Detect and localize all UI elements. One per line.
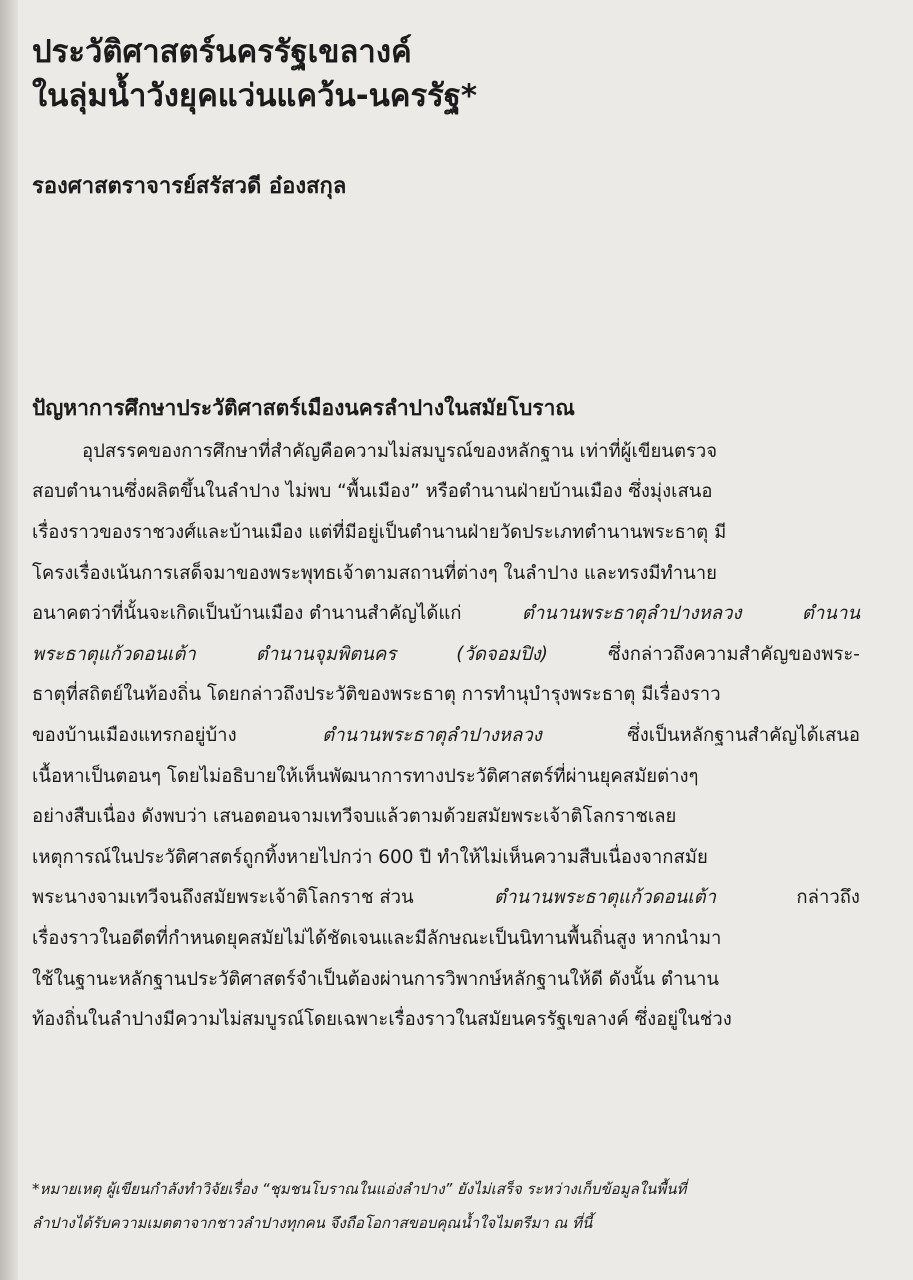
legend-title: ตำนานพระธาตุแก้วดอนเต้า	[494, 887, 716, 909]
body-line: อุปสรรคของการศึกษาที่สำคัญคือความไม่สมบูรณ์ของหลักฐาน เท่าที่ผู้เขียนตรวจ	[82, 440, 718, 462]
body-line	[32, 593, 860, 634]
title-line: ในลุ่มน้ำวังยุคแว่นแคว้น-นครรัฐ*	[32, 78, 478, 114]
body-line: เรื่องราวในอดีตที่กำหนดยุคสมัยไม่ได้ชัดเจนและมีลักษณะเป็นนิทานพื้นถิ่นสูง หากนำมา	[32, 927, 722, 949]
body-line: โครงเรื่องเน้นการเสด็จมาของพระพุทธเจ้าตามสถานที่ต่างๆ ในลำปาง และทรงมีทำนาย	[32, 562, 718, 584]
footnote-line: *หมายเหตุ ผู้เขียนกำลังทำวิจัยเรื่อง “ชุมชนโบราณในแอ่งลำปาง” ยังไม่เสร็จ ระหว่างเก็บข้อมูลในพื้นที่	[32, 1180, 687, 1198]
body-line: อย่างสืบเนื่อง ดังพบว่า เสนอตอนจามเทวีจบแล้วตามด้วยสมัยพระเจ้าติโลกราชเลย	[32, 806, 677, 828]
legend-title: ตำนานพระธาตุลำปางหลวง	[521, 603, 742, 625]
footnote	[32, 1172, 862, 1240]
body-line: เรื่องราวของราชวงศ์และบ้านเมือง แต่ที่มีอยู่เป็นตำนานฝ่ายวัดประเภทตำนานพระธาตุ มี	[32, 521, 727, 543]
body-segment: กล่าวถึง	[796, 887, 860, 909]
body-line: สอบตำนานซึ่งผลิตขึ้นในลำปาง ไม่พบ “พื้นเมือง” หรือตำนานฝ่ายบ้านเมือง ซึ่งมุ่งเสนอ	[32, 481, 713, 503]
body-segment: ของบ้านเมืองแทรกอยู่บ้าง	[32, 724, 237, 746]
body-line: เนื้อหาเป็นตอนๆ โดยไม่อธิบายให้เห็นพัฒนาการทางประวัติศาสตร์ที่ผ่านยุคสมัยต่างๆ	[32, 765, 699, 787]
body-line	[32, 634, 860, 675]
legend-title: ตำนาน	[801, 603, 860, 625]
article-title	[32, 30, 477, 118]
author-name: รองศาสตราจารย์สรัสวดี อ๋องสกุล	[32, 174, 347, 199]
body-segment: พระนางจามเทวีจนถึงสมัยพระเจ้าติโลกราช ส่วน	[32, 887, 414, 909]
body-line: ใช้ในฐานะหลักฐานประวัติศาสตร์จำเป็นต้องผ่านการวิพากษ์หลักฐานให้ดี ดังนั้น ตำนาน	[32, 968, 720, 990]
body-segment: ซึ่งเป็นหลักฐานสำคัญได้เสนอ	[627, 724, 860, 746]
legend-title: ตำนานจุมพิตนคร	[255, 643, 397, 665]
body-line: เหตุการณ์ในประวัติศาสตร์ถูกทิ้งหายไปกว่า 600 ปี ทำให้ไม่เห็นความสืบเนื่องจากสมัย	[32, 846, 708, 868]
footnote-line: ลำปางได้รับความเมตตาจากชาวลำปางทุกคน จึงถือโอกาสขอบคุณน้ำใจไมตรีมา ณ ที่นี้	[32, 1214, 593, 1232]
body-line	[32, 878, 860, 919]
section-heading: ปัญหาการศึกษาประวัติศาสตร์เมืองนครลำปางในสมัยโบราณ	[32, 396, 575, 420]
body-line: ธาตุที่สถิตย์ในท้องถิ่น โดยกล่าวถึงประวัติของพระธาตุ การทำนุบำรุงพระธาตุ มีเรื่องราว	[32, 684, 721, 706]
title-line: ประวัติศาสตร์นครรัฐเขลางค์	[32, 34, 412, 70]
legend-title: ตำนานพระธาตุลำปางหลวง	[322, 724, 542, 746]
body-segment: ซึ่งกล่าวถึงความสำคัญของพระ-	[608, 643, 860, 665]
legend-title-note: (วัดจอมปิง)	[456, 643, 549, 665]
body-line: ท้องถิ่นในลำปางมีความไม่สมบูรณ์โดยเฉพาะเรื่องราวในสมัยนครรัฐเขลางค์ ซึ่งอยู่ในช่วง	[32, 1009, 732, 1031]
page-binding-shadow	[0, 0, 18, 1280]
body-line	[32, 715, 860, 756]
body-text	[32, 431, 860, 1040]
legend-title: พระธาตุแก้วดอนเต้า	[32, 643, 196, 665]
body-segment: อนาคตว่าที่นั้นจะเกิดเป็นบ้านเมือง ตำนานสำคัญได้แก่	[32, 603, 462, 625]
